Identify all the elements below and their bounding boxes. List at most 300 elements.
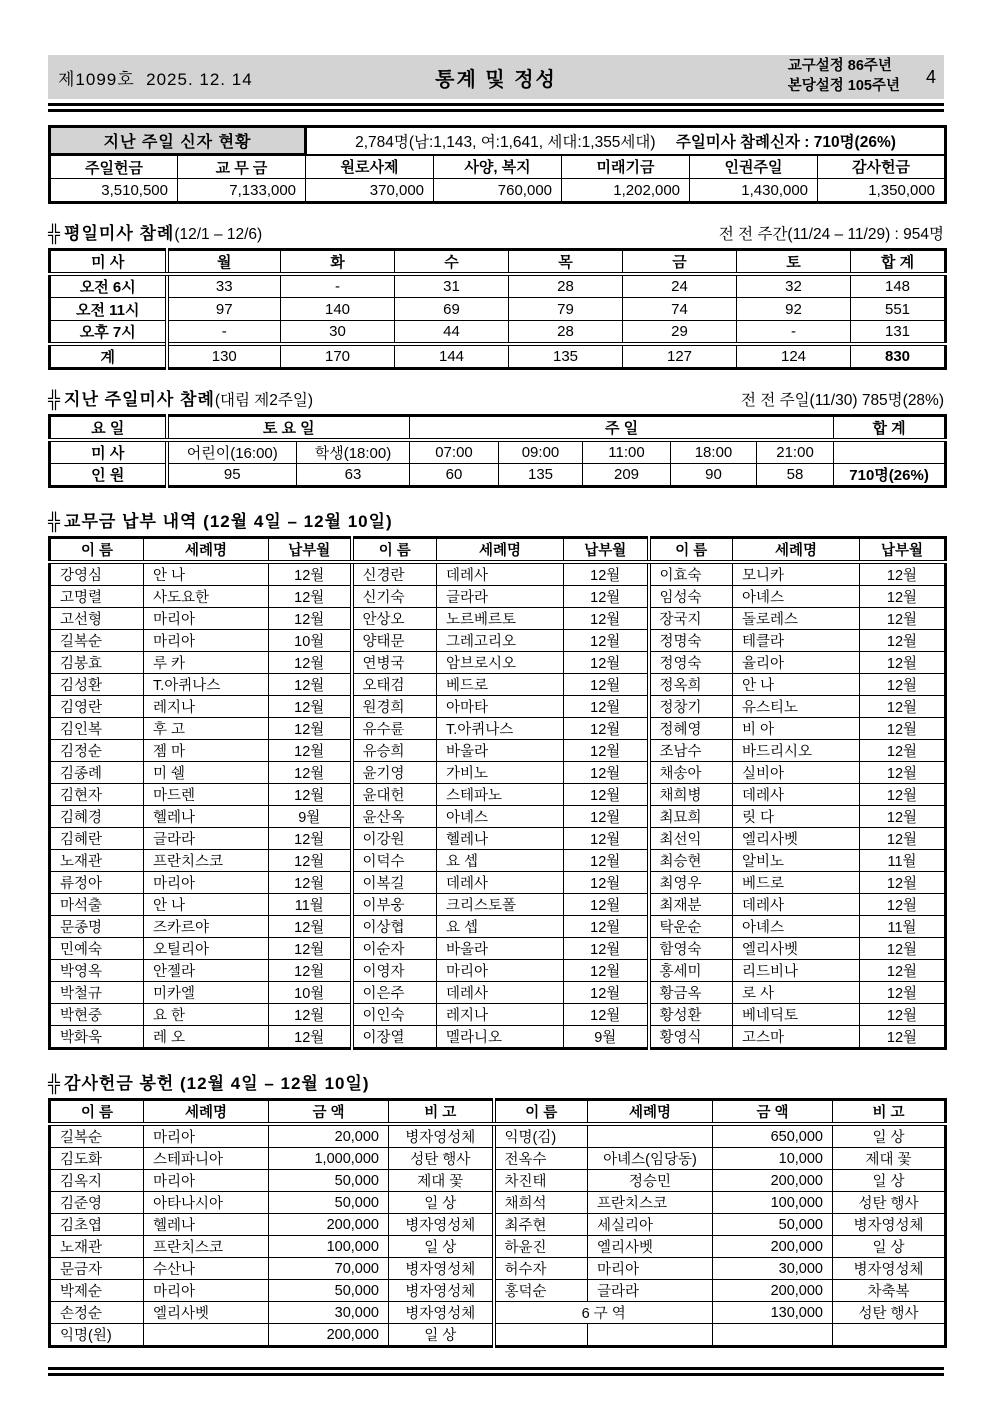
- payment-month-cell: 12월: [564, 938, 649, 960]
- column-header: 금 액: [269, 1100, 389, 1125]
- column-header: 이 름: [352, 538, 437, 563]
- column-header: 이 름: [649, 538, 733, 563]
- name-cell: 최재분: [649, 894, 733, 916]
- payment-month-cell: 12월: [564, 696, 649, 718]
- payment-month-cell: 12월: [269, 828, 352, 850]
- name-cell: 채희석: [494, 1192, 588, 1214]
- baptismal-name-cell: 프란치스코: [588, 1192, 713, 1214]
- cross-icon: ╬: [48, 1074, 61, 1093]
- payment-month-cell: 12월: [564, 608, 649, 630]
- baptismal-name-cell: 헬레나: [437, 828, 564, 850]
- table-row: [50, 1280, 946, 1302]
- table-row: [50, 652, 946, 674]
- header-right: [788, 57, 936, 96]
- sunday-mass-section-title: [48, 385, 944, 410]
- payment-month-cell: 12월: [860, 1026, 946, 1049]
- weekday-mass-section-title: [48, 219, 944, 244]
- count-cell: -: [167, 321, 281, 345]
- column-header: 세례명: [588, 1100, 713, 1125]
- name-cell: 손정순: [50, 1302, 144, 1324]
- amount-cell: 50,000: [713, 1214, 833, 1236]
- note-cell: 병자영성체: [389, 1214, 494, 1236]
- baptismal-name-cell: 실비아: [733, 762, 860, 784]
- name-cell: 김초엽: [50, 1214, 144, 1236]
- table-row: [50, 344, 946, 369]
- table-row: [50, 608, 946, 630]
- name-cell: 박화욱: [50, 1026, 144, 1049]
- payment-month-cell: 12월: [564, 872, 649, 894]
- amount-cell: 50,000: [269, 1280, 389, 1302]
- previous-week-note: 전 전 주간(11/24 – 11/29) : 954명: [718, 226, 944, 243]
- name-cell: 김정순: [50, 740, 144, 762]
- name-cell: 익명(김): [494, 1124, 588, 1148]
- baptismal-name-cell: 아타나시아: [144, 1192, 269, 1214]
- name-cell: 오태검: [352, 674, 437, 696]
- payment-month-cell: 12월: [860, 740, 946, 762]
- section-title: [48, 219, 262, 244]
- name-cell: 김옥지: [50, 1170, 144, 1192]
- column-header: 월: [167, 250, 281, 275]
- payment-month-cell: 12월: [860, 652, 946, 674]
- baptismal-name-cell: [588, 1324, 713, 1347]
- table-row: [50, 274, 946, 298]
- name-cell: 길복순: [50, 630, 144, 652]
- name-cell: 황금옥: [649, 982, 733, 1004]
- payment-month-cell: 11월: [860, 916, 946, 938]
- name-cell: 이부웅: [352, 894, 437, 916]
- baptismal-name-cell: 가비노: [437, 762, 564, 784]
- name-cell: 이강원: [352, 828, 437, 850]
- payment-month-cell: 9월: [269, 806, 352, 828]
- baptismal-name-cell: 사도요한: [144, 586, 269, 608]
- count-cell: 28: [509, 321, 623, 345]
- payment-month-cell: 12월: [860, 1004, 946, 1026]
- payment-month-cell: 12월: [564, 850, 649, 872]
- column-header: 이 름: [494, 1100, 588, 1125]
- payment-month-cell: 12월: [269, 696, 352, 718]
- note-cell: 병자영성체: [833, 1214, 946, 1236]
- amount-cell: 30,000: [713, 1258, 833, 1280]
- count-cell: 144: [395, 344, 509, 369]
- name-cell: 최주현: [494, 1214, 588, 1236]
- count-cell: 74: [623, 298, 737, 321]
- column-header: 금 액: [713, 1100, 833, 1125]
- baptismal-name-cell: 엘리사벳: [733, 828, 860, 850]
- baptismal-name-cell: 마리아: [144, 872, 269, 894]
- name-cell: 고선형: [50, 608, 144, 630]
- name-cell: 이효숙: [649, 562, 733, 586]
- baptismal-name-cell: 요 한: [144, 1004, 269, 1026]
- baptismal-name-cell: 글라라: [144, 828, 269, 850]
- page-header: [48, 55, 944, 99]
- believers-values-row: [50, 179, 946, 203]
- baptismal-name-cell: 로 사: [733, 982, 860, 1004]
- amount-cell: 200,000: [269, 1214, 389, 1236]
- baptismal-name-cell: 그레고리오: [437, 630, 564, 652]
- payment-month-cell: 12월: [269, 916, 352, 938]
- payment-month-cell: 12월: [269, 850, 352, 872]
- column-header: 미래기금: [562, 155, 690, 179]
- baptismal-name-cell: 바드리시오: [733, 740, 860, 762]
- note-cell: 제대 꽃: [389, 1170, 494, 1192]
- column-header: 비 고: [389, 1100, 494, 1125]
- baptismal-name-cell: 루 카: [144, 652, 269, 674]
- count-cell: 28: [509, 274, 623, 298]
- payment-month-cell: 12월: [564, 806, 649, 828]
- name-cell: 안상오: [352, 608, 437, 630]
- name-cell: 전옥수: [494, 1148, 588, 1170]
- amount-cell: 1,350,000: [818, 179, 946, 203]
- name-cell: 하윤진: [494, 1236, 588, 1258]
- believers-label: 지난 주일 신자 현황: [50, 127, 306, 155]
- name-cell: 양태문: [352, 630, 437, 652]
- name-cell: 김도화: [50, 1148, 144, 1170]
- amount-cell: 10,000: [713, 1148, 833, 1170]
- payment-month-cell: 12월: [564, 894, 649, 916]
- name-cell: 정명숙: [649, 630, 733, 652]
- baptismal-name-cell: 모니카: [733, 562, 860, 586]
- column-header: 원로사제: [306, 155, 434, 179]
- payment-month-cell: 12월: [564, 718, 649, 740]
- baptismal-name-cell: 베드로: [437, 674, 564, 696]
- baptismal-name-cell: 바울라: [437, 740, 564, 762]
- name-cell: 채희병: [649, 784, 733, 806]
- note-cell: 일 상: [833, 1124, 946, 1148]
- cross-icon: ╬: [48, 512, 61, 531]
- count-cell: 60: [410, 464, 499, 487]
- name-cell: 김인복: [50, 718, 144, 740]
- table-row: [50, 850, 946, 872]
- payment-month-cell: 12월: [860, 762, 946, 784]
- note-cell: 병자영성체: [389, 1280, 494, 1302]
- baptismal-name-cell: 암브로시오: [437, 652, 564, 674]
- payment-month-cell: 12월: [564, 562, 649, 586]
- amount-cell: 200,000: [713, 1280, 833, 1302]
- baptismal-name-cell: 아녜스: [733, 586, 860, 608]
- baptismal-name-cell: 헬레나: [144, 1214, 269, 1236]
- section-title-text: 교무금 납부 내역 (12월 4일 – 12월 10일): [64, 512, 393, 531]
- row-label: 계: [50, 344, 167, 369]
- column-header: 합 계: [851, 250, 946, 275]
- amount-cell: 760,000: [434, 179, 562, 203]
- mass-times-row: [50, 440, 946, 464]
- diocese-anniversary: 교구설정 86주년: [787, 58, 892, 75]
- column-header: 납부월: [564, 538, 649, 563]
- payment-month-cell: 12월: [860, 960, 946, 982]
- name-cell: 노재관: [50, 1236, 144, 1258]
- name-cell: 김봉효: [50, 652, 144, 674]
- table-row: [50, 1192, 946, 1214]
- gamsa-section-title: [48, 1069, 944, 1094]
- payment-month-cell: 12월: [860, 674, 946, 696]
- payment-month-cell: 12월: [564, 740, 649, 762]
- baptismal-name-cell: [144, 1324, 269, 1347]
- baptismal-name-cell: 베드로: [733, 872, 860, 894]
- payment-month-cell: 12월: [860, 806, 946, 828]
- count-cell: 69: [395, 298, 509, 321]
- section-title: [48, 507, 393, 532]
- column-header: 합 계: [834, 416, 946, 441]
- count-cell: 131: [851, 321, 946, 345]
- table-row: [50, 1214, 946, 1236]
- sunday-attendance-total: 주일미사 참례신자 : 710명(26%): [675, 133, 896, 151]
- column-header: 세례명: [144, 538, 269, 563]
- baptismal-name-cell: 테클라: [733, 630, 860, 652]
- table-row: [50, 562, 946, 586]
- note-cell: [833, 1324, 946, 1347]
- anniversary-note: [788, 57, 900, 96]
- section-title: [48, 1069, 370, 1094]
- column-header: 이 름: [50, 538, 144, 563]
- payment-month-cell: 11월: [860, 850, 946, 872]
- name-cell: 유수륜: [352, 718, 437, 740]
- baptismal-name-cell: 젬 마: [144, 740, 269, 762]
- baptismal-name-cell: 마리아: [144, 1124, 269, 1148]
- payment-month-cell: 12월: [860, 718, 946, 740]
- payment-month-cell: 11월: [269, 894, 352, 916]
- name-cell: 이영자: [352, 960, 437, 982]
- note-cell: 차축복: [833, 1280, 946, 1302]
- baptismal-name-cell: 고스마: [733, 1026, 860, 1049]
- row-label: 오후 7시: [50, 321, 167, 345]
- amount-cell: 650,000: [713, 1124, 833, 1148]
- baptismal-name-cell: 안 나: [144, 562, 269, 586]
- count-cell: 170: [281, 344, 395, 369]
- table-row: [50, 1004, 946, 1026]
- name-cell: 정옥희: [649, 674, 733, 696]
- column-header: 요 일: [50, 416, 167, 441]
- table-row: [50, 1258, 946, 1280]
- payment-month-cell: 12월: [564, 784, 649, 806]
- count-cell: 830: [851, 344, 946, 369]
- payment-month-cell: 12월: [269, 938, 352, 960]
- table-row: [50, 674, 946, 696]
- section-title-range: (대림 제2주일): [214, 392, 313, 409]
- amount-cell: 130,000: [713, 1302, 833, 1324]
- name-cell: 윤산옥: [352, 806, 437, 828]
- name-cell: 김성환: [50, 674, 144, 696]
- note-cell: 일 상: [389, 1236, 494, 1258]
- name-cell: 노재관: [50, 850, 144, 872]
- believers-summary-cell: [306, 127, 946, 155]
- name-cell: 홍세미: [649, 960, 733, 982]
- name-cell: 채송아: [649, 762, 733, 784]
- payment-month-cell: 12월: [564, 762, 649, 784]
- header-row: [50, 250, 946, 275]
- section-title-text: 평일미사 참례: [64, 224, 175, 243]
- issue-and-date: [58, 65, 253, 90]
- name-cell: 이순자: [352, 938, 437, 960]
- count-cell: 58: [757, 464, 834, 487]
- mass-time-cell: 학생(18:00): [297, 440, 410, 464]
- table-row: [50, 916, 946, 938]
- payment-month-cell: 12월: [860, 872, 946, 894]
- payment-month-cell: 12월: [269, 586, 352, 608]
- baptismal-name-cell: 데레사: [437, 982, 564, 1004]
- amount-cell: 30,000: [269, 1302, 389, 1324]
- table-row: [50, 894, 946, 916]
- count-cell: 95: [167, 464, 297, 487]
- amount-cell: [713, 1324, 833, 1347]
- table-row: [50, 1302, 946, 1324]
- baptismal-name-cell: 프란치스코: [144, 1236, 269, 1258]
- column-header: 세례명: [733, 538, 860, 563]
- name-cell: 이장열: [352, 1026, 437, 1049]
- name-cell: 윤기영: [352, 762, 437, 784]
- table-row: [50, 1026, 946, 1049]
- count-cell: 32: [737, 274, 851, 298]
- name-cell: 원경희: [352, 696, 437, 718]
- payment-month-cell: 12월: [860, 586, 946, 608]
- name-cell: 정창기: [649, 696, 733, 718]
- count-cell: 90: [671, 464, 757, 487]
- column-header: 미 사: [50, 250, 167, 275]
- payment-month-cell: 12월: [564, 586, 649, 608]
- column-header: 납부월: [860, 538, 946, 563]
- payment-month-cell: 12월: [269, 652, 352, 674]
- column-header: 화: [281, 250, 395, 275]
- name-cell: 이복길: [352, 872, 437, 894]
- baptismal-name-cell: 헬레나: [144, 806, 269, 828]
- payment-month-cell: 12월: [860, 562, 946, 586]
- count-cell: 97: [167, 298, 281, 321]
- table-row: [50, 1236, 946, 1258]
- table-row: [50, 784, 946, 806]
- name-cell: 고명렬: [50, 586, 144, 608]
- table-row: [50, 828, 946, 850]
- name-cell: 문금자: [50, 1258, 144, 1280]
- note-cell: 제대 꽃: [833, 1148, 946, 1170]
- header-rule: [48, 103, 944, 112]
- name-cell: 김혜란: [50, 828, 144, 850]
- name-cell: 홍덕순: [494, 1280, 588, 1302]
- mass-time-cell: 07:00: [410, 440, 499, 464]
- table-row: [50, 740, 946, 762]
- table-row: [50, 586, 946, 608]
- table-row: [50, 321, 946, 345]
- name-cell: 유승희: [352, 740, 437, 762]
- baptismal-name-cell: 안 나: [144, 894, 269, 916]
- table-row: [50, 1170, 946, 1192]
- amount-cell: 1,000,000: [269, 1148, 389, 1170]
- baptismal-name-cell: 엘리사벳: [144, 1302, 269, 1324]
- note-cell: 병자영성체: [389, 1124, 494, 1148]
- table-row: [50, 1148, 946, 1170]
- name-cell: 윤대헌: [352, 784, 437, 806]
- table-row: [50, 762, 946, 784]
- table-row: [50, 806, 946, 828]
- table-row: [50, 298, 946, 321]
- column-header: 주일헌금: [50, 155, 178, 179]
- table-row: [50, 960, 946, 982]
- amount-cell: 50,000: [269, 1170, 389, 1192]
- column-header: 이 름: [50, 1100, 144, 1125]
- name-cell: 장국지: [649, 608, 733, 630]
- name-cell: 길복순: [50, 1124, 144, 1148]
- baptismal-name-cell: 후 고: [144, 718, 269, 740]
- payment-month-cell: 12월: [860, 608, 946, 630]
- name-cell: 이상협: [352, 916, 437, 938]
- mass-time-cell: [834, 440, 946, 464]
- name-cell: 김종례: [50, 762, 144, 784]
- payment-month-cell: 12월: [269, 1026, 352, 1049]
- baptismal-name-cell: 요 셉: [437, 850, 564, 872]
- page-title: 통계 및 정성: [435, 68, 557, 91]
- name-cell: 박철규: [50, 982, 144, 1004]
- count-cell: 209: [583, 464, 671, 487]
- header-row: [50, 538, 946, 563]
- issue-date: 2025. 12. 14: [146, 69, 253, 89]
- count-cell: 44: [395, 321, 509, 345]
- column-header: 목: [509, 250, 623, 275]
- believers-table: [48, 125, 947, 204]
- cross-icon: ╬: [48, 224, 61, 243]
- baptismal-name-cell: 리드비나: [733, 960, 860, 982]
- name-cell: 허수자: [494, 1258, 588, 1280]
- table-row: [50, 630, 946, 652]
- name-cell: 김현자: [50, 784, 144, 806]
- baptismal-name-cell: T.아퀴나스: [144, 674, 269, 696]
- sunday-mass-table: [48, 414, 947, 488]
- count-cell: 33: [167, 274, 281, 298]
- note-cell: 병자영성체: [389, 1302, 494, 1324]
- name-cell: 신경란: [352, 562, 437, 586]
- baptismal-name-cell: 마리아: [144, 1170, 269, 1192]
- baptismal-name-cell: 마리아: [144, 1280, 269, 1302]
- mass-time-cell: 18:00: [671, 440, 757, 464]
- name-cell: 탁운순: [649, 916, 733, 938]
- payment-month-cell: 12월: [860, 784, 946, 806]
- count-cell: -: [281, 274, 395, 298]
- section-title-range: (12/1 – 12/6): [174, 226, 263, 243]
- count-cell: 63: [297, 464, 410, 487]
- amount-cell: 1,202,000: [562, 179, 690, 203]
- count-cell: 140: [281, 298, 395, 321]
- name-cell: 최묘희: [649, 806, 733, 828]
- count-cell: 29: [623, 321, 737, 345]
- baptismal-name-cell: 바울라: [437, 938, 564, 960]
- parish-anniversary: 본당설정 105주년: [787, 78, 900, 94]
- name-cell: 마석출: [50, 894, 144, 916]
- payment-month-cell: 9월: [564, 1026, 649, 1049]
- mass-time-cell: 어린이(16:00): [167, 440, 297, 464]
- baptismal-name-cell: 요 셉: [437, 916, 564, 938]
- baptismal-name-cell: 마리아: [437, 960, 564, 982]
- note-cell: 병자영성체: [833, 1258, 946, 1280]
- payment-month-cell: 12월: [269, 1004, 352, 1026]
- mass-time-cell: 11:00: [583, 440, 671, 464]
- baptismal-name-cell: 크리스토폴: [437, 894, 564, 916]
- baptismal-name-cell: 정승민: [588, 1170, 713, 1192]
- column-header: 세례명: [437, 538, 564, 563]
- column-header: 세례명: [144, 1100, 269, 1125]
- amount-cell: 200,000: [269, 1324, 389, 1347]
- table-row: [50, 982, 946, 1004]
- count-cell: 551: [851, 298, 946, 321]
- table-row: [50, 872, 946, 894]
- row-label: 미 사: [50, 440, 167, 464]
- baptismal-name-cell: 아녜스: [733, 916, 860, 938]
- believers-summary: 2,784명(남:1,143, 여:1,641, 세대:1,355세대): [355, 133, 656, 151]
- baptismal-name-cell: 즈카르야: [144, 916, 269, 938]
- amount-cell: 100,000: [269, 1236, 389, 1258]
- mass-time-cell: 21:00: [757, 440, 834, 464]
- payment-month-cell: 12월: [564, 828, 649, 850]
- baptismal-name-cell: 노르베르토: [437, 608, 564, 630]
- name-cell: 류정아: [50, 872, 144, 894]
- gyomugeum-section-title: [48, 507, 944, 532]
- gyomugeum-table: [48, 536, 947, 1050]
